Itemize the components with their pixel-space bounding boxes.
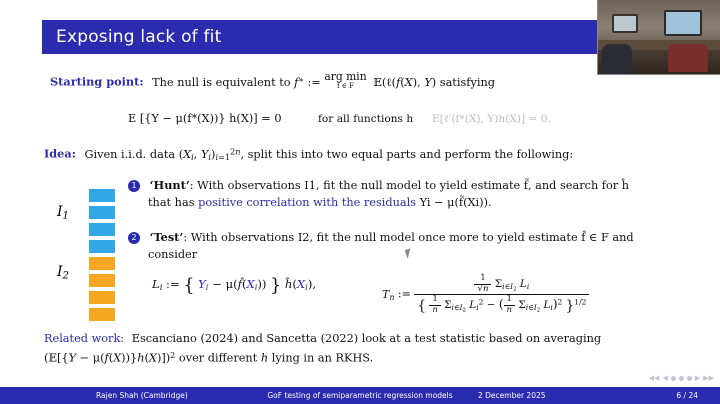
label-I2: $I_2$ [57,264,69,282]
footer-page-number: 6 / 24 [676,391,698,400]
bullet-test-line1: : With observations I2, fit the null model once more to yield estimate f̂ ∈ F and [183,231,634,244]
block-I1-2 [88,205,116,220]
nav-dot-2[interactable] [679,376,684,381]
idea-label: Idea: [44,146,76,161]
bullet-hunt-name: ‘Hunt’ [149,178,190,192]
nav-prev-icon[interactable]: ◀ [662,374,668,382]
equation-Tn: $T_n$ := $\frac{1}{√n}$ $\Sigma_{i\in I_2}$ $L_i$ { $\frac{1}{n}$ $\Sigma_{i\in I_2}$ $L_i^2$ − ( $\frac{1}{n}$ $\Sigma_{i\in I_2}$ $L_i)^2$ }$^{1/2}$ [382,274,589,315]
footer-talk-title: GoF testing of semiparametric regression models [267,391,453,400]
webcam-chair [668,44,708,72]
Tn-fraction [414,274,589,315]
nav-last-icon[interactable]: ▶▶ [703,374,714,382]
equation-note: for all functions h [318,113,414,125]
webcam-monitor-left [612,14,638,33]
argmin-subscript: f ∈ F [336,81,355,90]
slide-footer [0,387,720,404]
slide-navigation-controls[interactable] [649,374,714,382]
starting-point-label: Starting point: [50,74,144,89]
bullet-number-2: 2 [128,232,140,244]
nav-next-icon[interactable]: ▶ [694,374,701,382]
equation-greyed: E[ℓ′(f*(X), Y)h(X)] = 0. [432,113,551,125]
slide-title-bar [42,18,598,56]
related-work-line [44,332,601,345]
block-I1-3 [88,222,116,237]
hunt-line2-post: Yi − μ(f̃(Xi)). [416,196,492,209]
bullet-hunt-line1: : With observations I1, fit the null model to yield estimate f̃, and search for ĥ [189,179,630,192]
data-split-blocks [88,188,122,324]
page-title: Exposing lack of fit [56,27,222,47]
hunt-line2-pre: that has [148,196,199,209]
label-I1: $I_1$ [57,204,69,222]
mouse-cursor [405,248,414,259]
starting-point-line: Starting point: The null is equivalent to f∗ := arg min f ∈ F 𝔼(ℓ(f(X), Y) satisfying [50,70,495,90]
webcam-monitor-right [664,10,702,36]
bullet-hunt [128,178,629,192]
block-I2-2 [88,273,116,288]
bullet-test [128,230,634,244]
block-I2-4 [88,307,116,322]
Tn-denominator: { $\frac{1}{n}$ $\Sigma_{i\in I_2}$ $L_i^2$ − ( $\frac{1}{n}$ $\Sigma_{i\in I_2}$ $L_i)^2$ }$^{1/2}$ [414,294,589,315]
nav-dot-3[interactable] [687,376,692,381]
related-work-line2: (𝔼[{Y − μ(f(X))}h(X)])$^2$ over different h lying in an RKHS. [44,350,374,365]
idea-line: Idea: Given i.i.d. data ($X_i$, $Y_i)_{i=1}^{2n}$, split this into two equal parts and perform the following: [44,146,574,162]
related-work-label: Related work: [44,332,125,345]
bullet-hunt-line2 [148,196,492,209]
webcam-video-inset[interactable] [597,0,720,75]
block-I2-1 [88,256,116,271]
bullet-test-line2: consider [148,248,198,261]
bullet-test-name: ‘Test’ [149,230,184,244]
block-I1-4 [88,239,116,254]
hunt-line2-highlight: positive correlation with the residuals [198,196,417,209]
equation-Li: $L_i$ := { $Y_i$ − $\mu(f̂(X_i))$ } $ĥ(X_i)$, [152,276,317,296]
block-I2-3 [88,290,116,305]
footer-date: 2 December 2025 [478,391,546,400]
related-work-text: Escanciano (2024) and Sancetta (2022) look at a test statistic based on averaging [131,332,602,345]
footer-author: Rajen Shah (Cambridge) [96,391,188,400]
nav-dot-1[interactable] [671,376,676,381]
nav-first-icon[interactable]: ◀◀ [648,374,660,382]
equation-orthogonality: E [{Y − μ(f*(X))} h(X)] = 0 [128,112,282,125]
Tn-numerator: $\frac{1}{√n}$ $\Sigma_{i\in I_2}$ $L_i$ [414,274,589,294]
bullet-number-1: 1 [128,180,140,192]
block-I1-1 [88,188,116,203]
webcam-presenter [602,44,632,74]
